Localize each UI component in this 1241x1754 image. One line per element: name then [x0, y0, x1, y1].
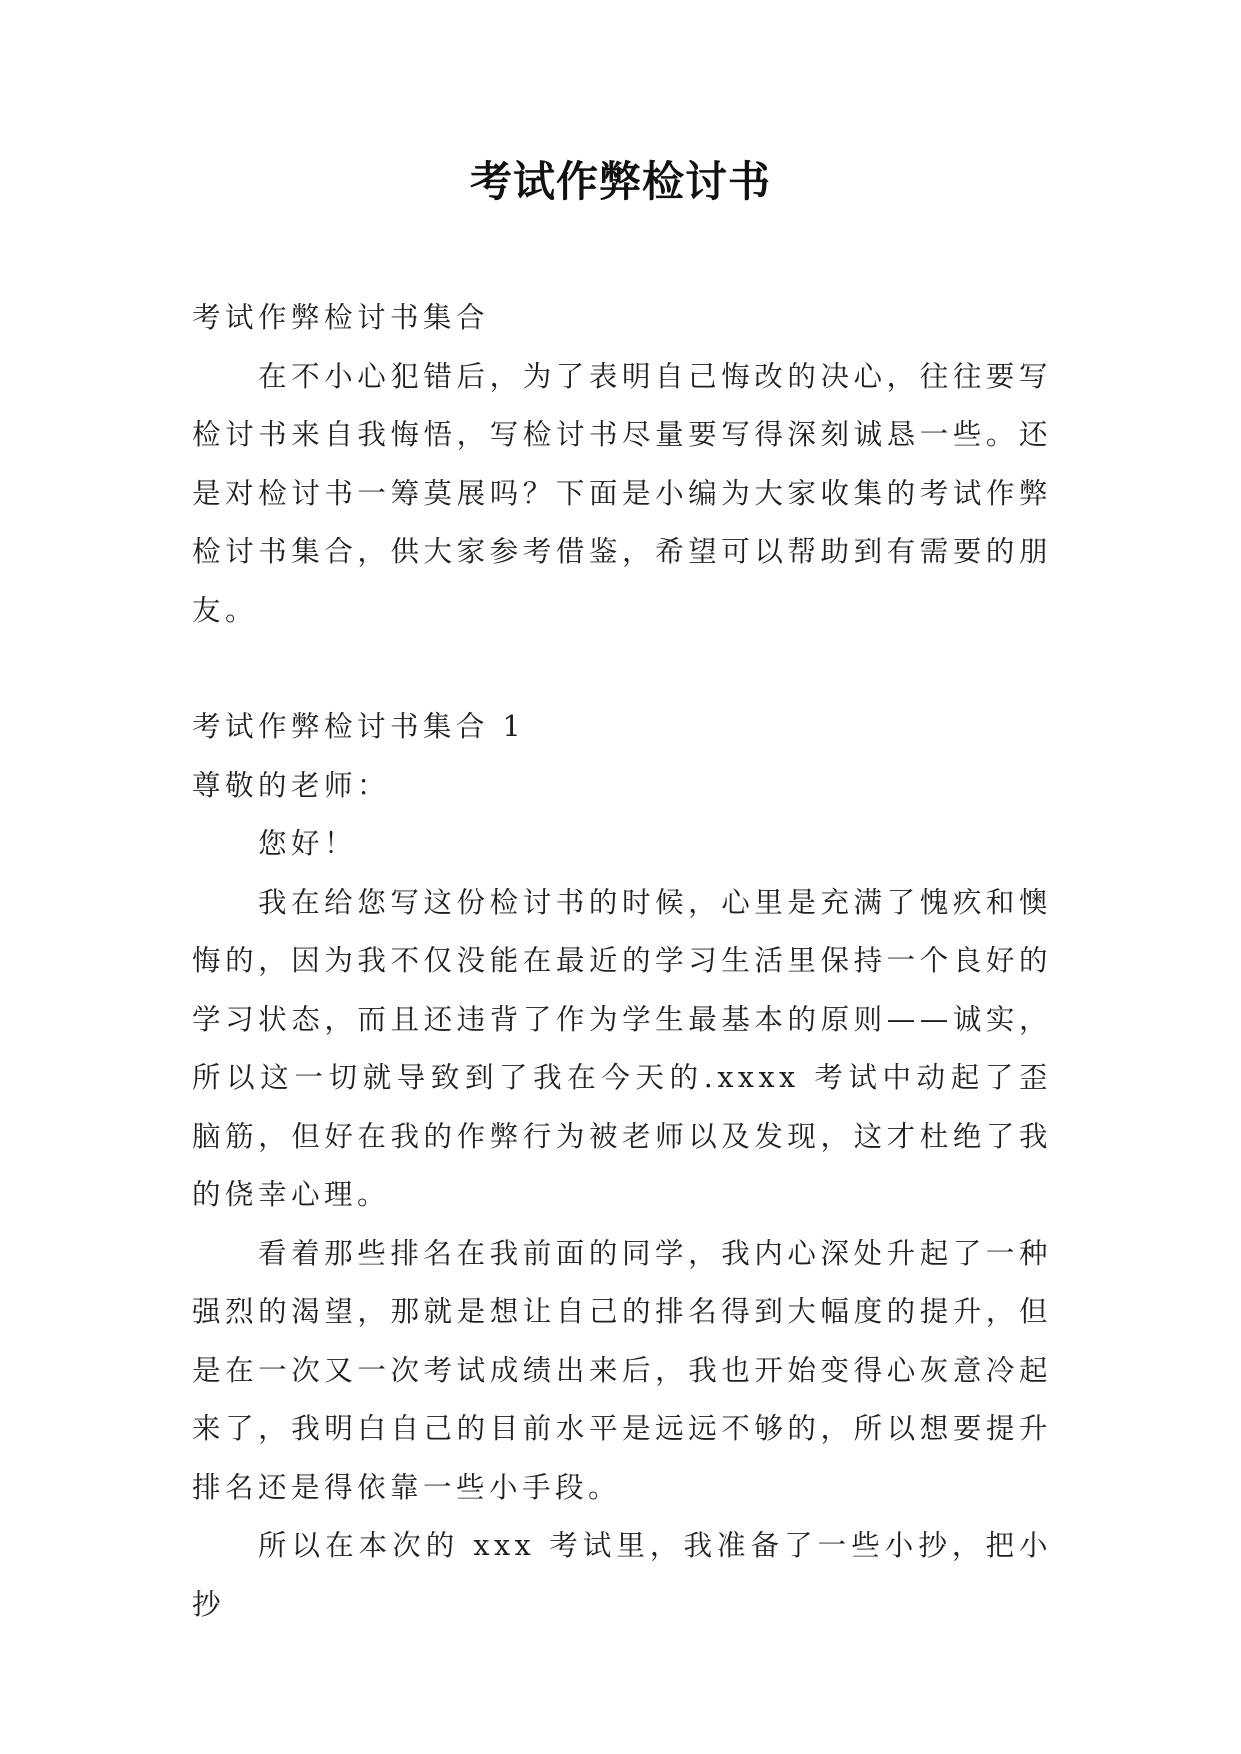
body-paragraph-3: 所以在本次的 xxx 考试里，我准备了一些小抄，把小抄: [192, 1529, 1052, 1621]
document-body: [192, 289, 1052, 1634]
paragraph-spacer: [192, 640, 1052, 698]
document-title: 考试作弊检讨书: [469, 157, 771, 206]
intro-paragraph: 在不小心犯错后，为了表明自己悔改的决心，往往要写检讨书来自我悔悟，写检讨书尽量要写得深刻诚恳一些。还是对检讨书一筹莫展吗？下面是小编为大家收集的考试作弊检讨书集合，供大家参考借鉴，希望可以帮助到有需要的朋友。: [192, 359, 1052, 627]
body-paragraph-2: 看着那些排名在我前面的同学，我内心深处升起了一种强烈的渴望，那就是想让自己的排名得到大幅度的提升，但是在一次又一次考试成绩出来后，我也开始变得心灰意冷起来了，我明白自己的目前水平是远远不够的，所以想要提升排名还是得依靠一些小手段。: [192, 1236, 1052, 1504]
section-heading-collection: 考试作弊检讨书集合: [192, 301, 490, 334]
greeting: 您好！: [258, 827, 358, 860]
section-heading-1: 考试作弊检讨书集合 1: [192, 710, 526, 743]
body-paragraph-1: 我在给您写这份检讨书的时候，心里是充满了愧疚和懊悔的，因为我不仅没能在最近的学习生活里保持一个良好的学习状态，而且还违背了作为学生最基本的原则——诚实，所以这一切就导致到了我在今天的.xxxx 考试中动起了歪脑筋，但好在我的作弊行为被老师以及发现，这才杜绝了我的侥幸心理。: [192, 885, 1052, 1211]
salutation: 尊敬的老师：: [192, 768, 391, 802]
